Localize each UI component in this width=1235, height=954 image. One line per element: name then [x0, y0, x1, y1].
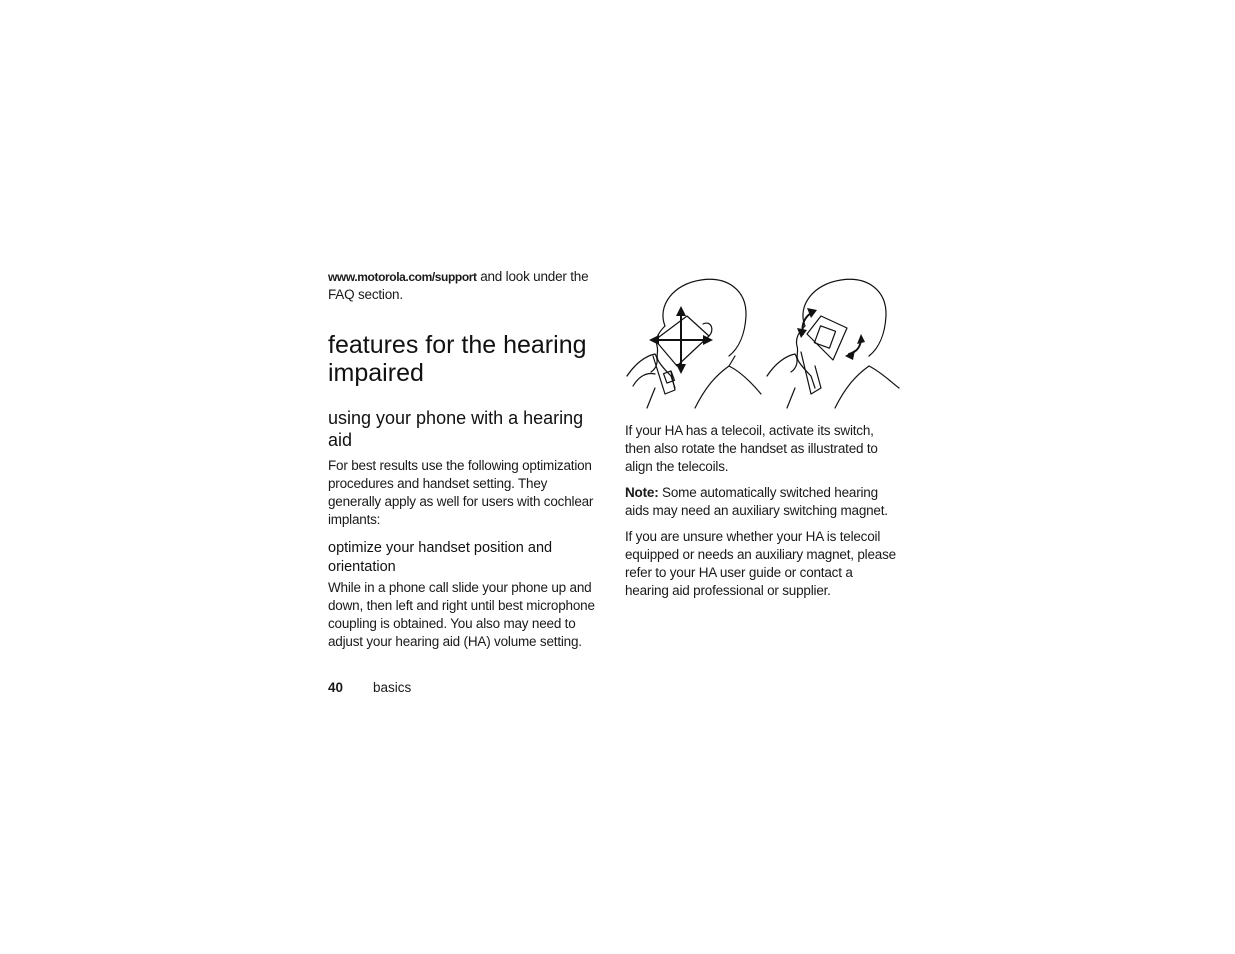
telecoil-paragraph: If your HA has a telecoil, activate its switch, then also rotate the handset as illustrated to align the telecoils. [625, 423, 878, 474]
page-footer [328, 680, 411, 695]
page-number: 40 [328, 680, 344, 695]
subsubsection-title: optimize your handset position and orientation [328, 540, 553, 575]
subsection-body: For best results use the following optimization procedures and handset setting. They generally apply as well for users with cochlear implants: [328, 458, 594, 527]
intro-paragraph [328, 268, 600, 304]
support-link[interactable]: www.motorola.com/support [328, 270, 477, 284]
handset-illustration [625, 276, 900, 412]
phone-rotate-orientation-icon [767, 279, 899, 408]
subsubsection-body: While in a phone call slide your phone up and down, then left and right until best microphone coupling is obtained. You also may need to adjust your hearing aid (HA) volume setting. [328, 580, 595, 649]
left-column [328, 268, 600, 651]
section-title: features for the hearing impaired [328, 331, 587, 387]
phone-slide-position-icon [627, 279, 761, 408]
subsection-title: using your phone with a hearing aid [328, 408, 584, 450]
note-label: Note: [625, 485, 659, 500]
note-text: Some automatically switched hearing aids may need an auxiliary switching magnet. [625, 485, 888, 518]
footer-section: basics [373, 680, 412, 695]
right-column [625, 422, 897, 600]
note-paragraph [625, 484, 897, 520]
intro-text: and look under the FAQ section. [328, 269, 589, 302]
unsure-paragraph: If you are unsure whether your HA is telecoil equipped or needs an auxiliary magnet, please refer to your HA user guide or contact a hearing aid professional or supplier. [625, 529, 896, 598]
